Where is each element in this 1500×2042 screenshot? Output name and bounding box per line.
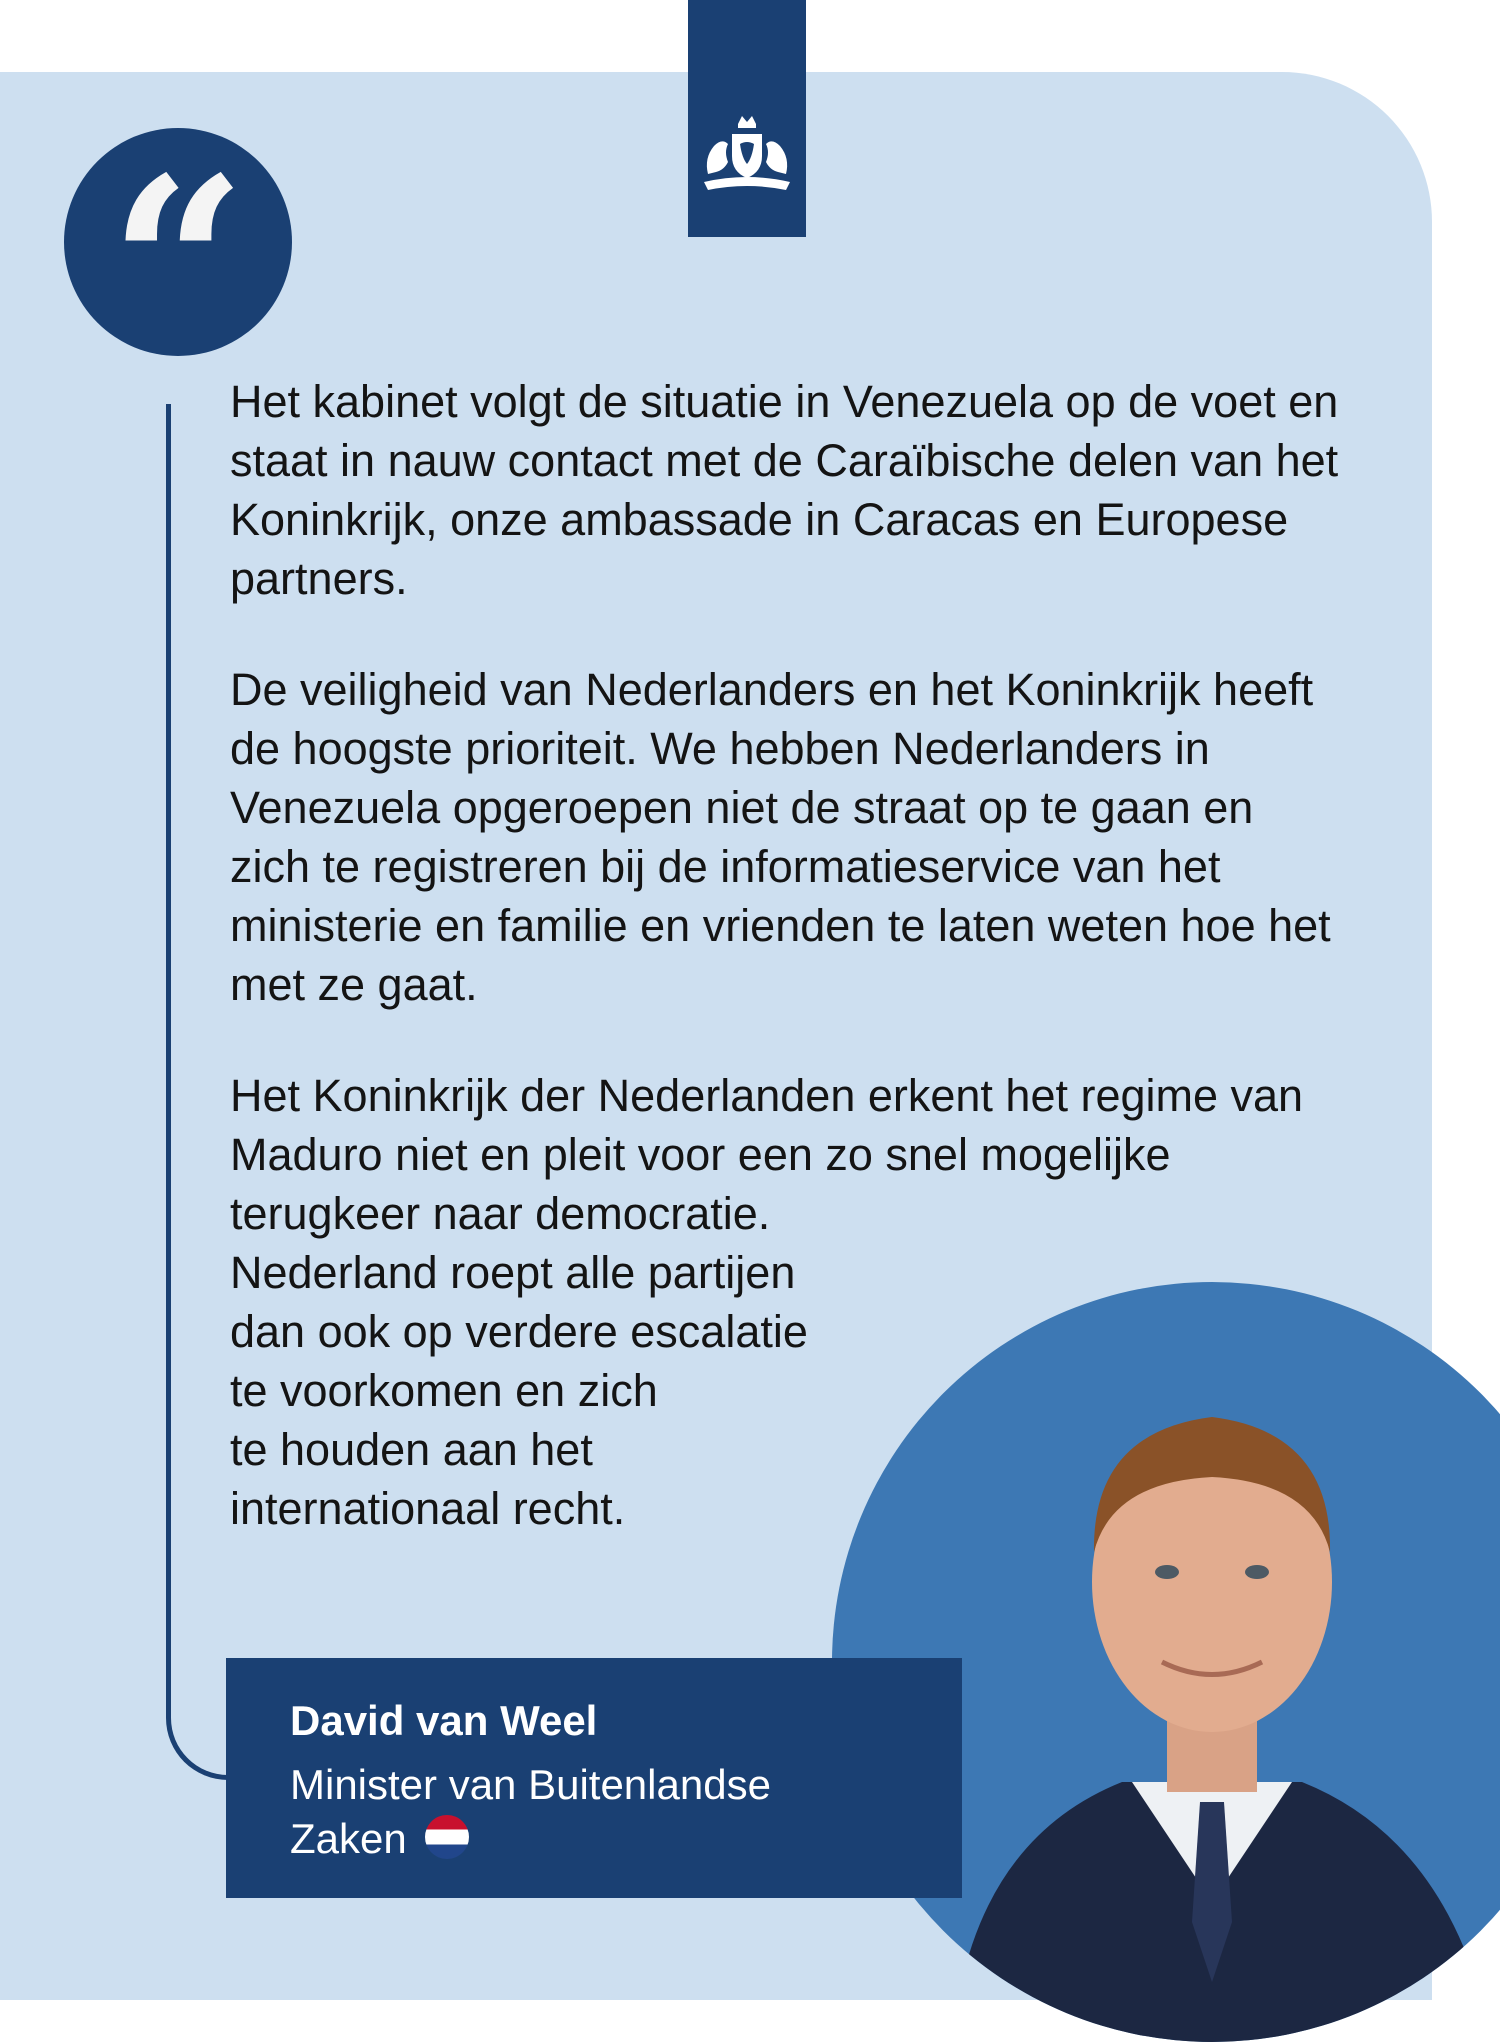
quote-line-text: te houden aan het [230, 1424, 593, 1475]
speaker-role-block [290, 1758, 850, 1866]
government-logo [688, 0, 806, 237]
netherlands-flag-icon [425, 1815, 469, 1859]
quotation-mark-badge [64, 125, 292, 407]
speaker-role: Minister van Buitenlandse Zaken [290, 1761, 771, 1862]
quote-line-text: internationaal recht. [230, 1483, 626, 1534]
quote-line-text: te voorkomen en zich [230, 1365, 658, 1416]
speaker-name: David van Weel [290, 1697, 598, 1744]
speaker-caption [226, 1658, 962, 1898]
quote-paragraph: Het kabinet volgt de situatie in Venezuela op de voet en staat in nauw contact met de Caraïbische delen van het Koninkrijk, onze ambassade in Caracas en Europese partners. [230, 376, 1339, 604]
quote-bracket-line [166, 404, 228, 1780]
quote-paragraph: De veiligheid van Nederlanders en het Koninkrijk heeft de hoogste prioriteit. We hebben Nederlanders in Venezuela opgeroepen niet de straat op te gaan en zich te registreren bij de informatieservice van het ministerie en familie en vrienden te laten weten hoe het met ze gaat. [230, 664, 1331, 1010]
quote-line-text: Nederland roept alle partijen [230, 1247, 796, 1298]
royal-coat-of-arms-icon [694, 112, 800, 202]
quotation-mark-icon: “ [108, 125, 248, 407]
quote-closing-lines [230, 1243, 890, 1538]
quote-paragraph: Het Koninkrijk der Nederlanden erkent het regime van Maduro niet en pleit voor een zo snel mogelijke terugkeer naar democratie. Nederland roept alle partijen dan ook op verdere escalatie te voorkomen en zich te houden aan het internationaal recht. [230, 1066, 1340, 1538]
quote-line-text: dan ook op verdere escalatie [230, 1306, 808, 1357]
